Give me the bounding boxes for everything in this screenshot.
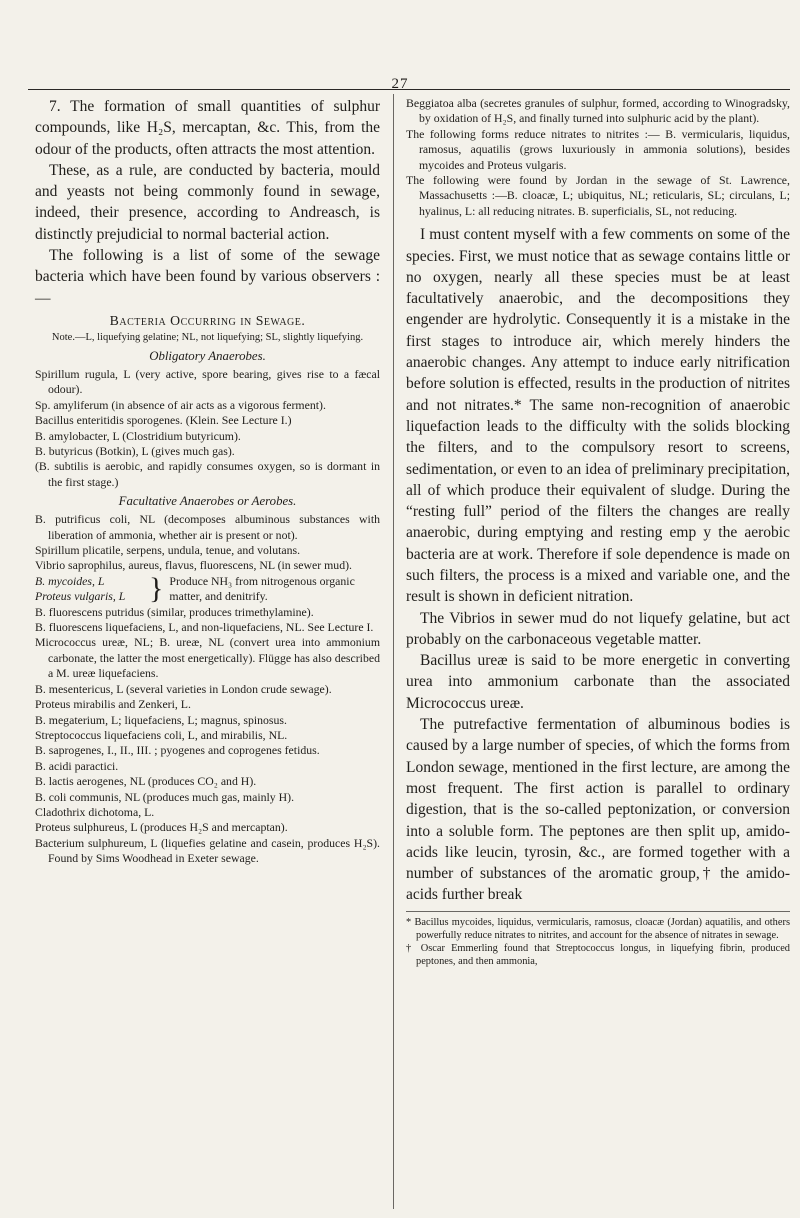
intro-paragraph: These, as a rule, are conducted by bacteria, mould and yeasts not being commonly found in sewage, indeed, their presence, according to Andreasch, is distinctly prejudicial to normal bacterial action. xyxy=(35,161,380,243)
list-item: B. putrificus coli, NL (decomposes albuminous substances with liberation of ammonia, whether air is present or not). xyxy=(35,512,380,542)
list-item: B. saprogenes, I., II., III. ; pyogenes and coprogenes fetidus. xyxy=(35,743,320,758)
list-item: Streptococcus liquefaciens coli, L, and mirabilis, NL. xyxy=(35,727,288,742)
pair-description: Produce NH₃ from nitrogenous organic matter, and denitrify. xyxy=(169,573,355,604)
column-divider xyxy=(393,94,394,1209)
list-item: The following forms reduce nitrates to nitrites :— B. vermicularis, liquidus, ramosus, aquatilis (grows luxuriously in ammonia solutions), besides mycoides and Proteus vulgaris. xyxy=(406,126,790,172)
body-paragraph: Bacillus ureæ is said to be more energetic in converting urea into ammonium carbonate than the associated Micrococcus ureæ. xyxy=(406,652,790,712)
list-item: Micrococcus ureæ, NL; B. ureæ, NL (convert urea into ammonium carbonate, the latter the most energetically). Flügge has also described a M. ureæ liquefaciens. xyxy=(35,635,380,681)
braced-pair xyxy=(35,574,380,605)
list-item: B. coli communis, NL (produces much gas, mainly H). xyxy=(35,789,295,804)
list-item: Cladothrix dichotoma, L. xyxy=(35,804,155,819)
list-item: B. fluorescens liquefaciens, L, and non-liquefaciens, NL. See Lecture I. xyxy=(35,620,374,635)
body-paragraph: The putrefactive fermentation of albuminous bodies is caused by a large number of species, of which the forms from London sewage, mentioned in the first lecture, are among the most frequent. The first action is parallel to ordinary digestion, that is the so-called peptonization, or conversion into a soluble form. The peptones are then split up, amido-acids like leucin, tyrosin, &c., are formed together with a number of substances of the aromatic group,† the amido-acids further break xyxy=(406,716,790,904)
list-item: Bacillus enteritidis sporogenes. (Klein. See Lecture I.) xyxy=(35,413,292,428)
list-item: Vibrio saprophilus, aureus, flavus, fluorescens, NL (in sewer mud). xyxy=(35,558,352,573)
list-item: (B. subtilis is aerobic, and rapidly consumes oxygen, so is dormant in the first stage.) xyxy=(35,459,380,489)
intro-paragraph: 7. The formation of small quantities of sulphur compounds, like H₂S, mercaptan, &c. This, from the odour of the products, often attracts the most attention. xyxy=(35,98,380,158)
body-paragraph: The Vibrios in sewer mud do not liquefy gelatine, but act probably on the carbonaceous vegetable matter. xyxy=(406,609,790,648)
list-item: Bacterium sulphureum, L (liquefies gelatine and casein, produces H₂S). Found by Sims Woodhead in Exeter sewage. xyxy=(35,835,380,866)
section-heading: Bacteria Occurring in Sewage. xyxy=(109,312,306,328)
left-column xyxy=(35,96,380,867)
list-item: B. megaterium, L; liquefaciens, L; magnus, spinosus. xyxy=(35,712,287,727)
list-item: Spirillum plicatile, serpens, undula, tenue, and volutans. xyxy=(35,543,301,558)
pair-species: Proteus vulgaris, L xyxy=(35,589,126,604)
intro-paragraph: The following is a list of some of the sewage bacteria which have been found by various observers :— xyxy=(35,247,380,307)
body-paragraph: I must content myself with a few comments on some of the species. First, we must notice that as sewage contains little or no oxygen, nearly all these species must be at least facultatively anaerobic, and the decompositions they engender are hydrolytic. Consequently it is a mistake in the first stages to introduce air, which merely hinders the anaerobic changes. Any attempt to induce early nitrification before solution is effected, results in the production of nitrites and not nitrates.* The same non-recognition of anaerobic liquefaction leads to the difficulty with the solids blocking the filters, and to the compulsory resort to screens, sedimentation, or even to an idea of preliminary precipitation, all of which produce their equivalent of sludge. During the “resting full” period of the filters the changes are really anaerobic, during emptying and resting emp y the aerobic bacteria are at work. Therefore if sole dependence is made on such filters, the process is a mixed and variable one, and the result is shown in deficient nitration. xyxy=(406,226,790,606)
list-item: Proteus sulphureus, L (produces H₂S and mercaptan). xyxy=(35,820,288,835)
footnote-rule xyxy=(406,911,790,912)
page-number: 27 xyxy=(391,76,409,92)
list-item: Proteus mirabilis and Zenkeri, L. xyxy=(35,697,191,712)
subheading-obligatory: Obligatory Anaerobes. xyxy=(149,348,266,363)
footnote: * Bacillus mycoides, liquidus, vermicularis, ramosus, cloacæ (Jordan) aquatilis, and others powerfully reduce nitrates to nitrites, and account for the absence of nitrates in sewage. xyxy=(406,916,790,941)
list-item: B. acidi paractici. xyxy=(35,758,119,773)
pair-species: B. mycoides, L xyxy=(35,573,105,588)
list-item: B. mesentericus, L (several varieties in London crude sewage). xyxy=(35,681,332,696)
list-item: Beggiatoa alba (secretes granules of sulphur, formed, according to Winogradsky, by oxidation of H₂S, and finally turned into sulphuric acid by the plant). xyxy=(406,96,790,126)
list-item: B. amylobacter, L (Clostridium butyricum). xyxy=(35,428,241,443)
right-column xyxy=(406,96,790,969)
list-item: The following were found by Jordan in the sewage of St. Lawrence, Massachusetts :—B. cloacæ, L; ubiquitus, NL; reticularis, SL; circulans, L; hyalinus, L: all reducing nitrates. B. superficialis, SL, not reducing. xyxy=(406,173,790,218)
list-item: Spirillum rugula, L (very active, spore bearing, gives rise to a fæcal odour). xyxy=(35,366,380,397)
list-item: B. fluorescens putridus (similar, produces trimethylamine). xyxy=(35,604,314,619)
list-item: B. lactis aerogenes, NL (produces CO₂ and H). xyxy=(35,774,257,789)
brace-glyph: } xyxy=(149,572,164,606)
list-item: B. butyricus (Botkin), L (gives much gas). xyxy=(35,444,235,458)
list-item: Sp. amyliferum (in absence of air acts as a vigorous ferment). xyxy=(35,397,326,412)
legend-note: Note.—L, liquefying gelatine; NL, not liquefying; SL, slightly liquefying. xyxy=(51,331,364,343)
top-rule xyxy=(28,89,790,90)
footnote: † Oscar Emmerling found that Streptococcus longus, in liquefying fibrin, produced peptones, and then ammonia, xyxy=(406,943,790,968)
subheading-facultative: Facultative Anaerobes or Aerobes. xyxy=(118,494,297,509)
